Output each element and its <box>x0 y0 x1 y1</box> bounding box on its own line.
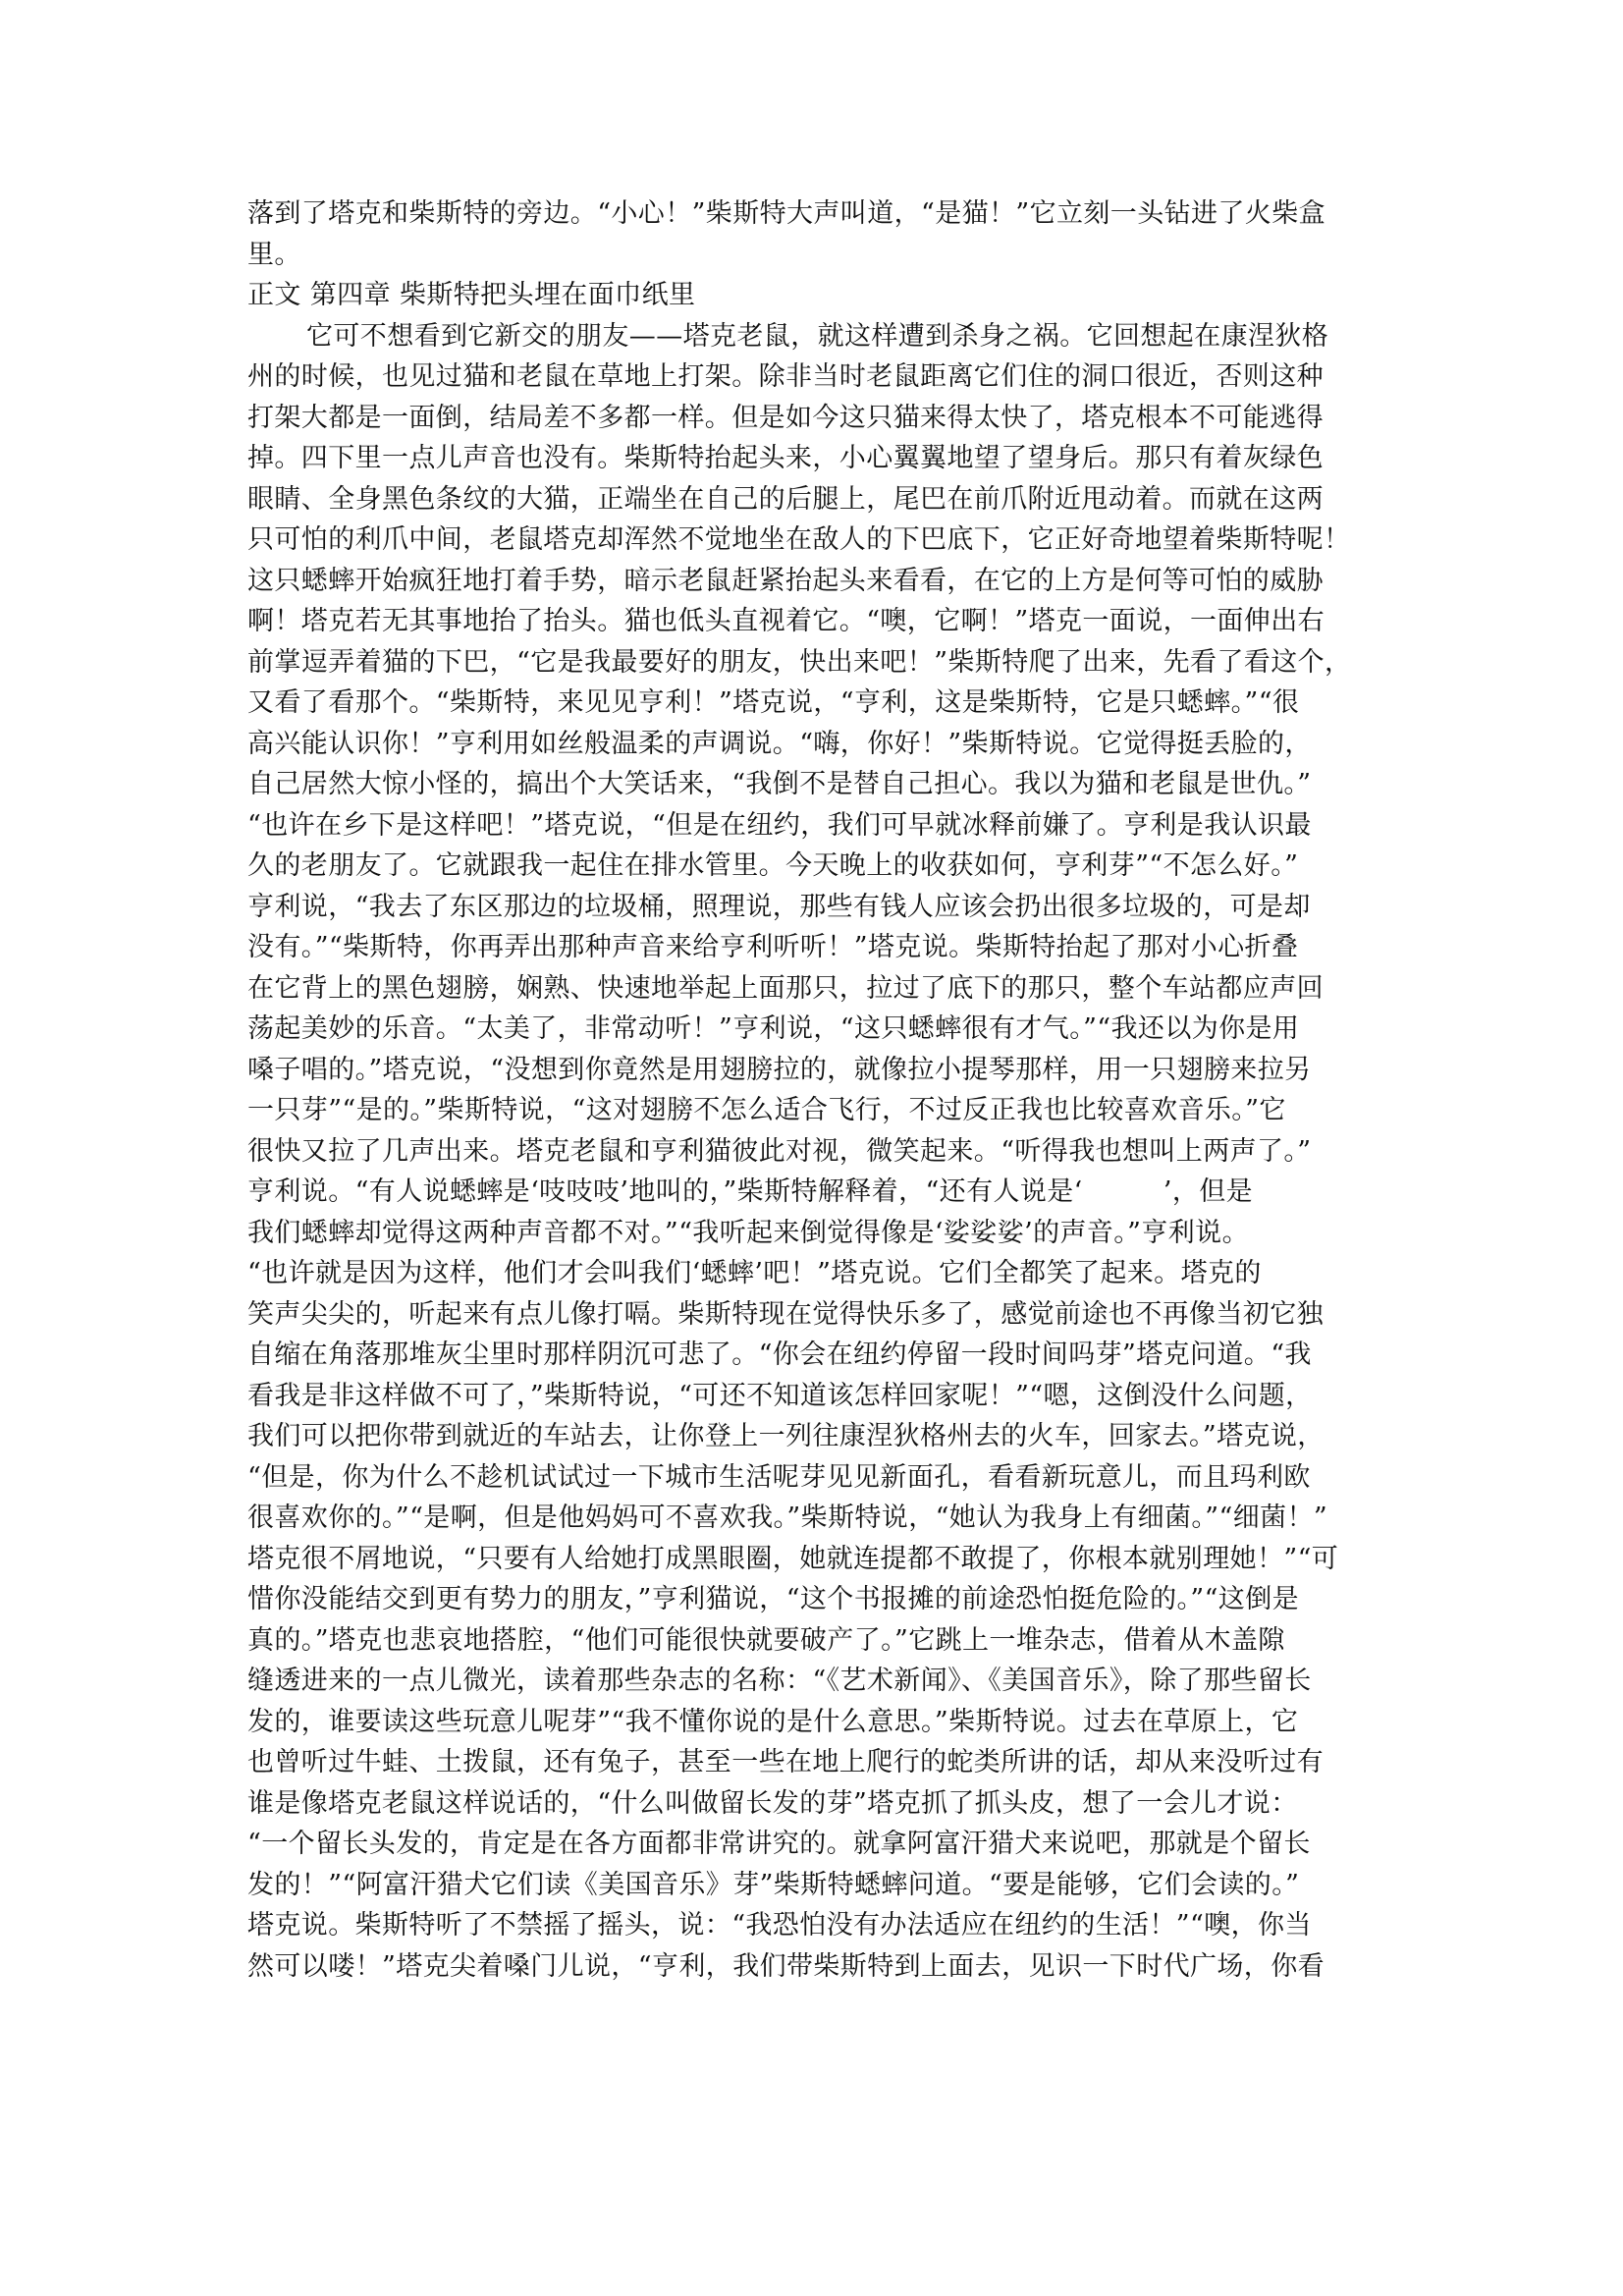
paragraph-line: 惜你没能结交到更有势力的朋友，”亨利猫说，“这个书报摊的前途恐怕挺危险的。”“这倒是 <box>247 1584 1300 1614</box>
paragraph-line: 塔克很不屑地说，“只要有人给她打成黑眼圈，她就连提都不敢提了，你根本就别理她！”“可 <box>247 1543 1339 1574</box>
text-line: 里。 <box>247 239 301 270</box>
paragraph-line: 它可不想看到它新交的朋友——塔克老鼠，就这样遭到杀身之祸。它回想起在康涅狄格 <box>306 320 1329 352</box>
paragraph-line: 啊！塔克若无其事地抬了抬头。猫也低头直视着它。“噢，它啊！”塔克一面说，一面伸出右 <box>247 606 1325 636</box>
paragraph-line: “但是，你为什么不趁机试试过一下城市生活呢芽见见新面孔，看看新玩意儿，而且玛利欧 <box>247 1461 1311 1493</box>
paragraph-line: 掉。四下里一点儿声音也没有。柴斯特抬起头来，小心翼翼地望了望身后。那只有着灰绿色 <box>247 443 1324 473</box>
paragraph-line: 荡起美妙的乐音。“太美了，非常动听！”亨利说，“这只蟋蟀很有才气。”“我还以为你是用 <box>247 1013 1300 1044</box>
paragraph-line: 我们可以把你带到就近的车站去，让你登上一列往康涅狄格州去的火车，回家去。”塔克说， <box>247 1421 1325 1451</box>
paragraph-line: 亨利说。“有人说蟋蟀是‘吱吱吱’地叫的，”柴斯特解释着，“还有人说是‘ ’，但是 <box>247 1176 1254 1207</box>
text-line: 落到了塔克和柴斯特的旁边。“小心！”柴斯特大声叫道，“是猫！”它立刻一头钻进了火柴盒 <box>247 198 1326 229</box>
paragraph-line: 打架大都是一面倒，结局差不多都一样。但是如今这只猫来得太快了，塔克根本不可能逃得 <box>247 402 1324 433</box>
paragraph-line: 真的。”塔克也悲哀地搭腔，“他们可能很快就要破产了。”它跳上一堆杂志，借着从木盖隙 <box>247 1624 1285 1656</box>
paragraph-line: 发的！”“阿富汗猎犬它们读《美国音乐》芽”柴斯特蟋蟀问道。“要是能够，它们会读的。” <box>247 1869 1300 1900</box>
chapter-paragraph <box>247 316 1380 1988</box>
paragraph-line: “也许在乡下是这样吧！”塔克说，“但是在纽约，我们可早就冰释前嫌了。亨利是我认识最 <box>247 809 1312 841</box>
paragraph-line: 这只蟋蟀开始疯狂地打着手势，暗示老鼠赶紧抬起头来看看，在它的上方是何等可怕的威胁 <box>247 565 1324 596</box>
paragraph-line: 缝透进来的一点儿微光，读着那些杂志的名称：“《艺术新闻》、《美国音乐》，除了那些留长 <box>247 1666 1312 1696</box>
paragraph-line: 谁是像塔克老鼠这样说话的，“什么叫做留长发的芽”塔克抓了抓头皮，想了一会儿才说： <box>247 1787 1298 1819</box>
paragraph-line: 久的老朋友了。它就跟我一起住在排水管里。今天晚上的收获如何，亨利芽”“不怎么好。” <box>247 850 1299 881</box>
paragraph-line: 在它背上的黑色翅膀，娴熟、快速地举起上面那只，拉过了底下的那只，整个车站都应声回 <box>247 972 1324 1004</box>
paragraph-line: 自己居然大惊小怪的，搞出个大笑话来，“我倒不是替自己担心。我以为猫和老鼠是世仇。” <box>247 769 1312 799</box>
paragraph-line: 眼睛、全身黑色条纹的大猫，正端坐在自己的后腿上，尾巴在前爪附近甩动着。而就在这两 <box>247 483 1324 515</box>
paragraph-line: 然可以喽！”塔克尖着嗓门儿说，“亨利，我们带柴斯特到上面去，见识一下时代广场，你看 <box>247 1950 1325 1982</box>
paragraph-line: 笑声尖尖的，听起来有点儿像打嗝。柴斯特现在觉得快乐多了，感觉前途也不再像当初它独 <box>247 1298 1324 1330</box>
paragraph-line: 很快又拉了几声出来。塔克老鼠和亨利猫彼此对视，微笑起来。“听得我也想叫上两声了。” <box>247 1135 1312 1167</box>
paragraph-line: 只可怕的利爪中间，老鼠塔克却浑然不觉地坐在敌人的下巴底下，它正好奇地望着柴斯特呢！ <box>247 524 1351 555</box>
chapter-heading: 正文 第四章 柴斯特把头埋在面巾纸里 <box>247 280 696 310</box>
paragraph-line: 没有。”“柴斯特，你再弄出那种声音来给亨利听听！”塔克说。柴斯特抬起了那对小心折叠 <box>247 932 1299 962</box>
paragraph-line: “一个留长头发的，肯定是在各方面都非常讲究的。就拿阿富汗猎犬来说吧，那就是个留长 <box>247 1829 1311 1859</box>
paragraph-line: 又看了看那个。“柴斯特，来见见亨利！”塔克说，“亨利，这是柴斯特，它是只蟋蟀。”“很 <box>247 687 1300 718</box>
paragraph-line: 高兴能认识你！”亨利用如丝般温柔的声调说。“嗨，你好！”柴斯特说。它觉得挺丢脸的， <box>247 728 1312 759</box>
paragraph-line: 我们蟋蟀却觉得这两种声音都不对。”“我听起来倒觉得像是‘娑娑娑’的声音。”亨利说。 <box>247 1217 1249 1248</box>
paragraph-line: “也许就是因为这样，他们才会叫我们‘蟋蟀’吧！”塔克说。它们全都笑了起来。塔克的 <box>247 1258 1262 1288</box>
paragraph-line: 很喜欢你的。”“是啊，但是他妈妈可不喜欢我。”柴斯特说，“她认为我身上有细菌。”“细菌！” <box>247 1503 1328 1533</box>
paragraph-line: 也曾听过牛蛙、土拨鼠，还有兔子，甚至一些在地上爬行的蛇类所讲的话，却从来没听过有 <box>247 1747 1324 1777</box>
paragraph-line: 前掌逗弄着猫的下巴，“它是我最要好的朋友，快出来吧！”柴斯特爬了出来，先看了看这个， <box>247 646 1352 678</box>
paragraph-line: 嗓子唱的。”塔克说，“没想到你竟然是用翅膀拉的，就像拉小提琴那样，用一只翅膀来拉另 <box>247 1054 1312 1085</box>
paragraph-line: 亨利说，“我去了东区那边的垃圾桶，照理说，那些有钱人应该会扔出很多垃圾的，可是却 <box>247 891 1311 922</box>
paragraph-line: 发的，谁要读这些玩意儿呢芽”“我不懂你说的是什么意思。”柴斯特说。过去在草原上，它 <box>247 1706 1299 1737</box>
paragraph-line: 一只芽”“是的。”柴斯特说，“这对翅膀不怎么适合飞行，不过反正我也比较喜欢音乐。”它 <box>247 1095 1286 1125</box>
story-text <box>247 193 1380 1987</box>
paragraph-line: 自缩在角落那堆灰尘里时那样阴沉可悲了。“你会在纽约停留一段时间吗芽”塔克问道。“我 <box>247 1339 1312 1370</box>
paragraph-line: 看我是非这样做不可了，”柴斯特说，“可还不知道该怎样回家呢！”“嗯，这倒没什么问题， <box>247 1380 1313 1411</box>
paragraph-line: 州的时候，也见过猫和老鼠在草地上打架。除非当时老鼠距离它们住的洞口很近，否则这种 <box>247 361 1324 392</box>
paragraph-line: 塔克说。柴斯特听了不禁摇了摇头，说：“我恐怕没有办法适应在纽约的生活！”“噢，你当 <box>247 1910 1312 1941</box>
